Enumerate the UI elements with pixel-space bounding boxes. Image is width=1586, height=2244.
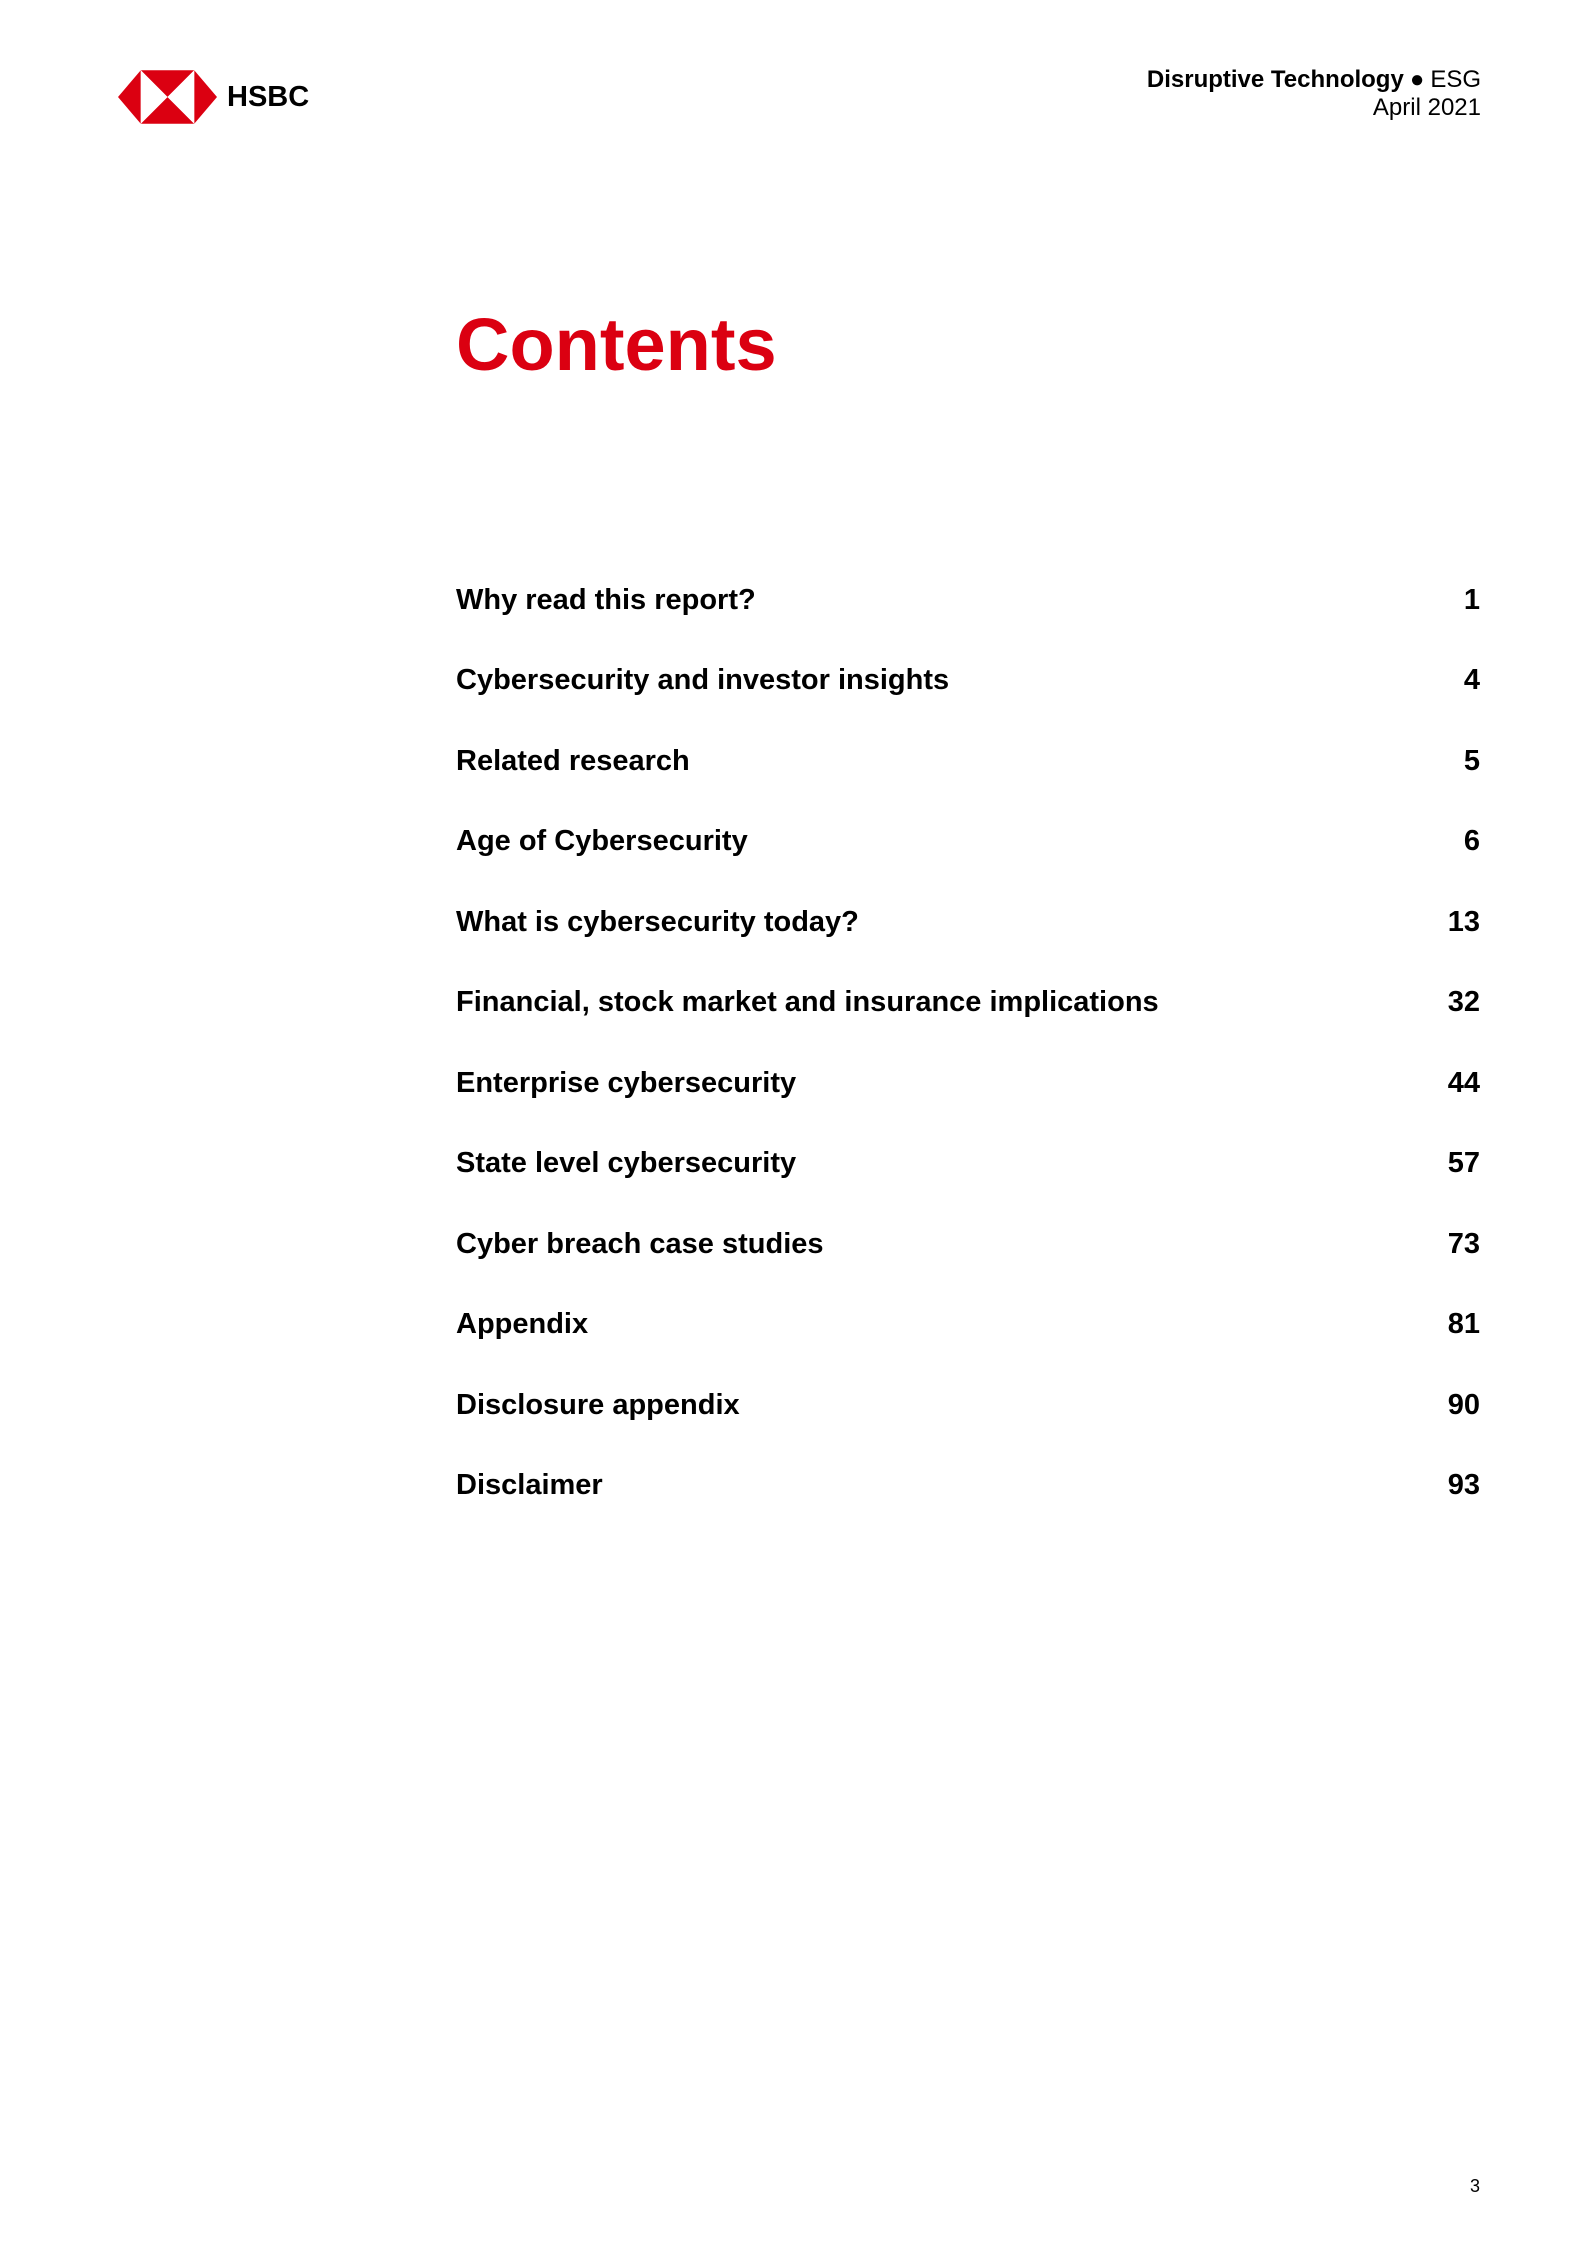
toc-item-label: Enterprise cybersecurity	[456, 1066, 797, 1099]
toc-item-page: 57	[1447, 1147, 1480, 1180]
toc-item-page: 32	[1447, 986, 1480, 1019]
toc-item-page: 6	[1463, 825, 1480, 858]
toc-item[interactable]	[456, 1043, 1480, 1124]
toc-item-page: 90	[1447, 1388, 1480, 1421]
report-series-line	[1147, 66, 1481, 94]
toc-item-page: 73	[1447, 1227, 1480, 1260]
toc-item-page: 13	[1447, 905, 1480, 938]
toc-item-page: 5	[1463, 744, 1480, 777]
toc-item-label: Cyber breach case studies	[456, 1227, 824, 1260]
report-category: ESG	[1430, 66, 1481, 93]
report-series: Disruptive Technology	[1146, 66, 1404, 93]
toc-item[interactable]	[456, 882, 1480, 963]
hsbc-logo	[118, 70, 309, 124]
table-of-contents	[456, 560, 1480, 1526]
toc-item-page: 44	[1447, 1066, 1480, 1099]
page-number: 3	[1469, 2176, 1480, 2196]
toc-item[interactable]	[456, 721, 1480, 802]
toc-item-label: Cybersecurity and investor insights	[456, 664, 950, 697]
toc-item-label: Appendix	[456, 1308, 589, 1341]
hsbc-hexagon-icon	[118, 70, 217, 124]
bullet-separator: ●	[1409, 66, 1425, 93]
toc-item-label: Age of Cybersecurity	[456, 825, 748, 858]
toc-item-page: 1	[1463, 583, 1480, 616]
toc-item[interactable]	[456, 802, 1480, 883]
toc-item-label: Disclosure appendix	[456, 1388, 740, 1421]
toc-item[interactable]	[456, 641, 1480, 722]
toc-item[interactable]	[456, 1204, 1480, 1285]
toc-item-page: 4	[1463, 664, 1480, 697]
toc-item-label: State level cybersecurity	[456, 1147, 797, 1180]
report-date: April 2021	[1372, 94, 1481, 121]
page-title: Contents	[456, 303, 777, 386]
toc-item[interactable]	[456, 1365, 1480, 1446]
logo-wordmark: HSBC	[227, 80, 310, 113]
toc-item-page: 93	[1447, 1469, 1480, 1502]
toc-item-label: What is cybersecurity today?	[456, 905, 859, 938]
toc-item[interactable]	[456, 963, 1480, 1044]
toc-item[interactable]	[456, 1285, 1480, 1366]
toc-item[interactable]	[456, 1446, 1480, 1527]
toc-item-label: Why read this report?	[456, 583, 756, 616]
toc-item-page: 81	[1447, 1308, 1480, 1341]
toc-item[interactable]	[456, 1124, 1480, 1205]
toc-item[interactable]	[456, 560, 1480, 641]
toc-item-label: Related research	[456, 744, 690, 777]
toc-item-label: Disclaimer	[456, 1469, 603, 1502]
toc-item-label: Financial, stock market and insurance implications	[456, 986, 1159, 1019]
report-header	[1147, 66, 1481, 122]
